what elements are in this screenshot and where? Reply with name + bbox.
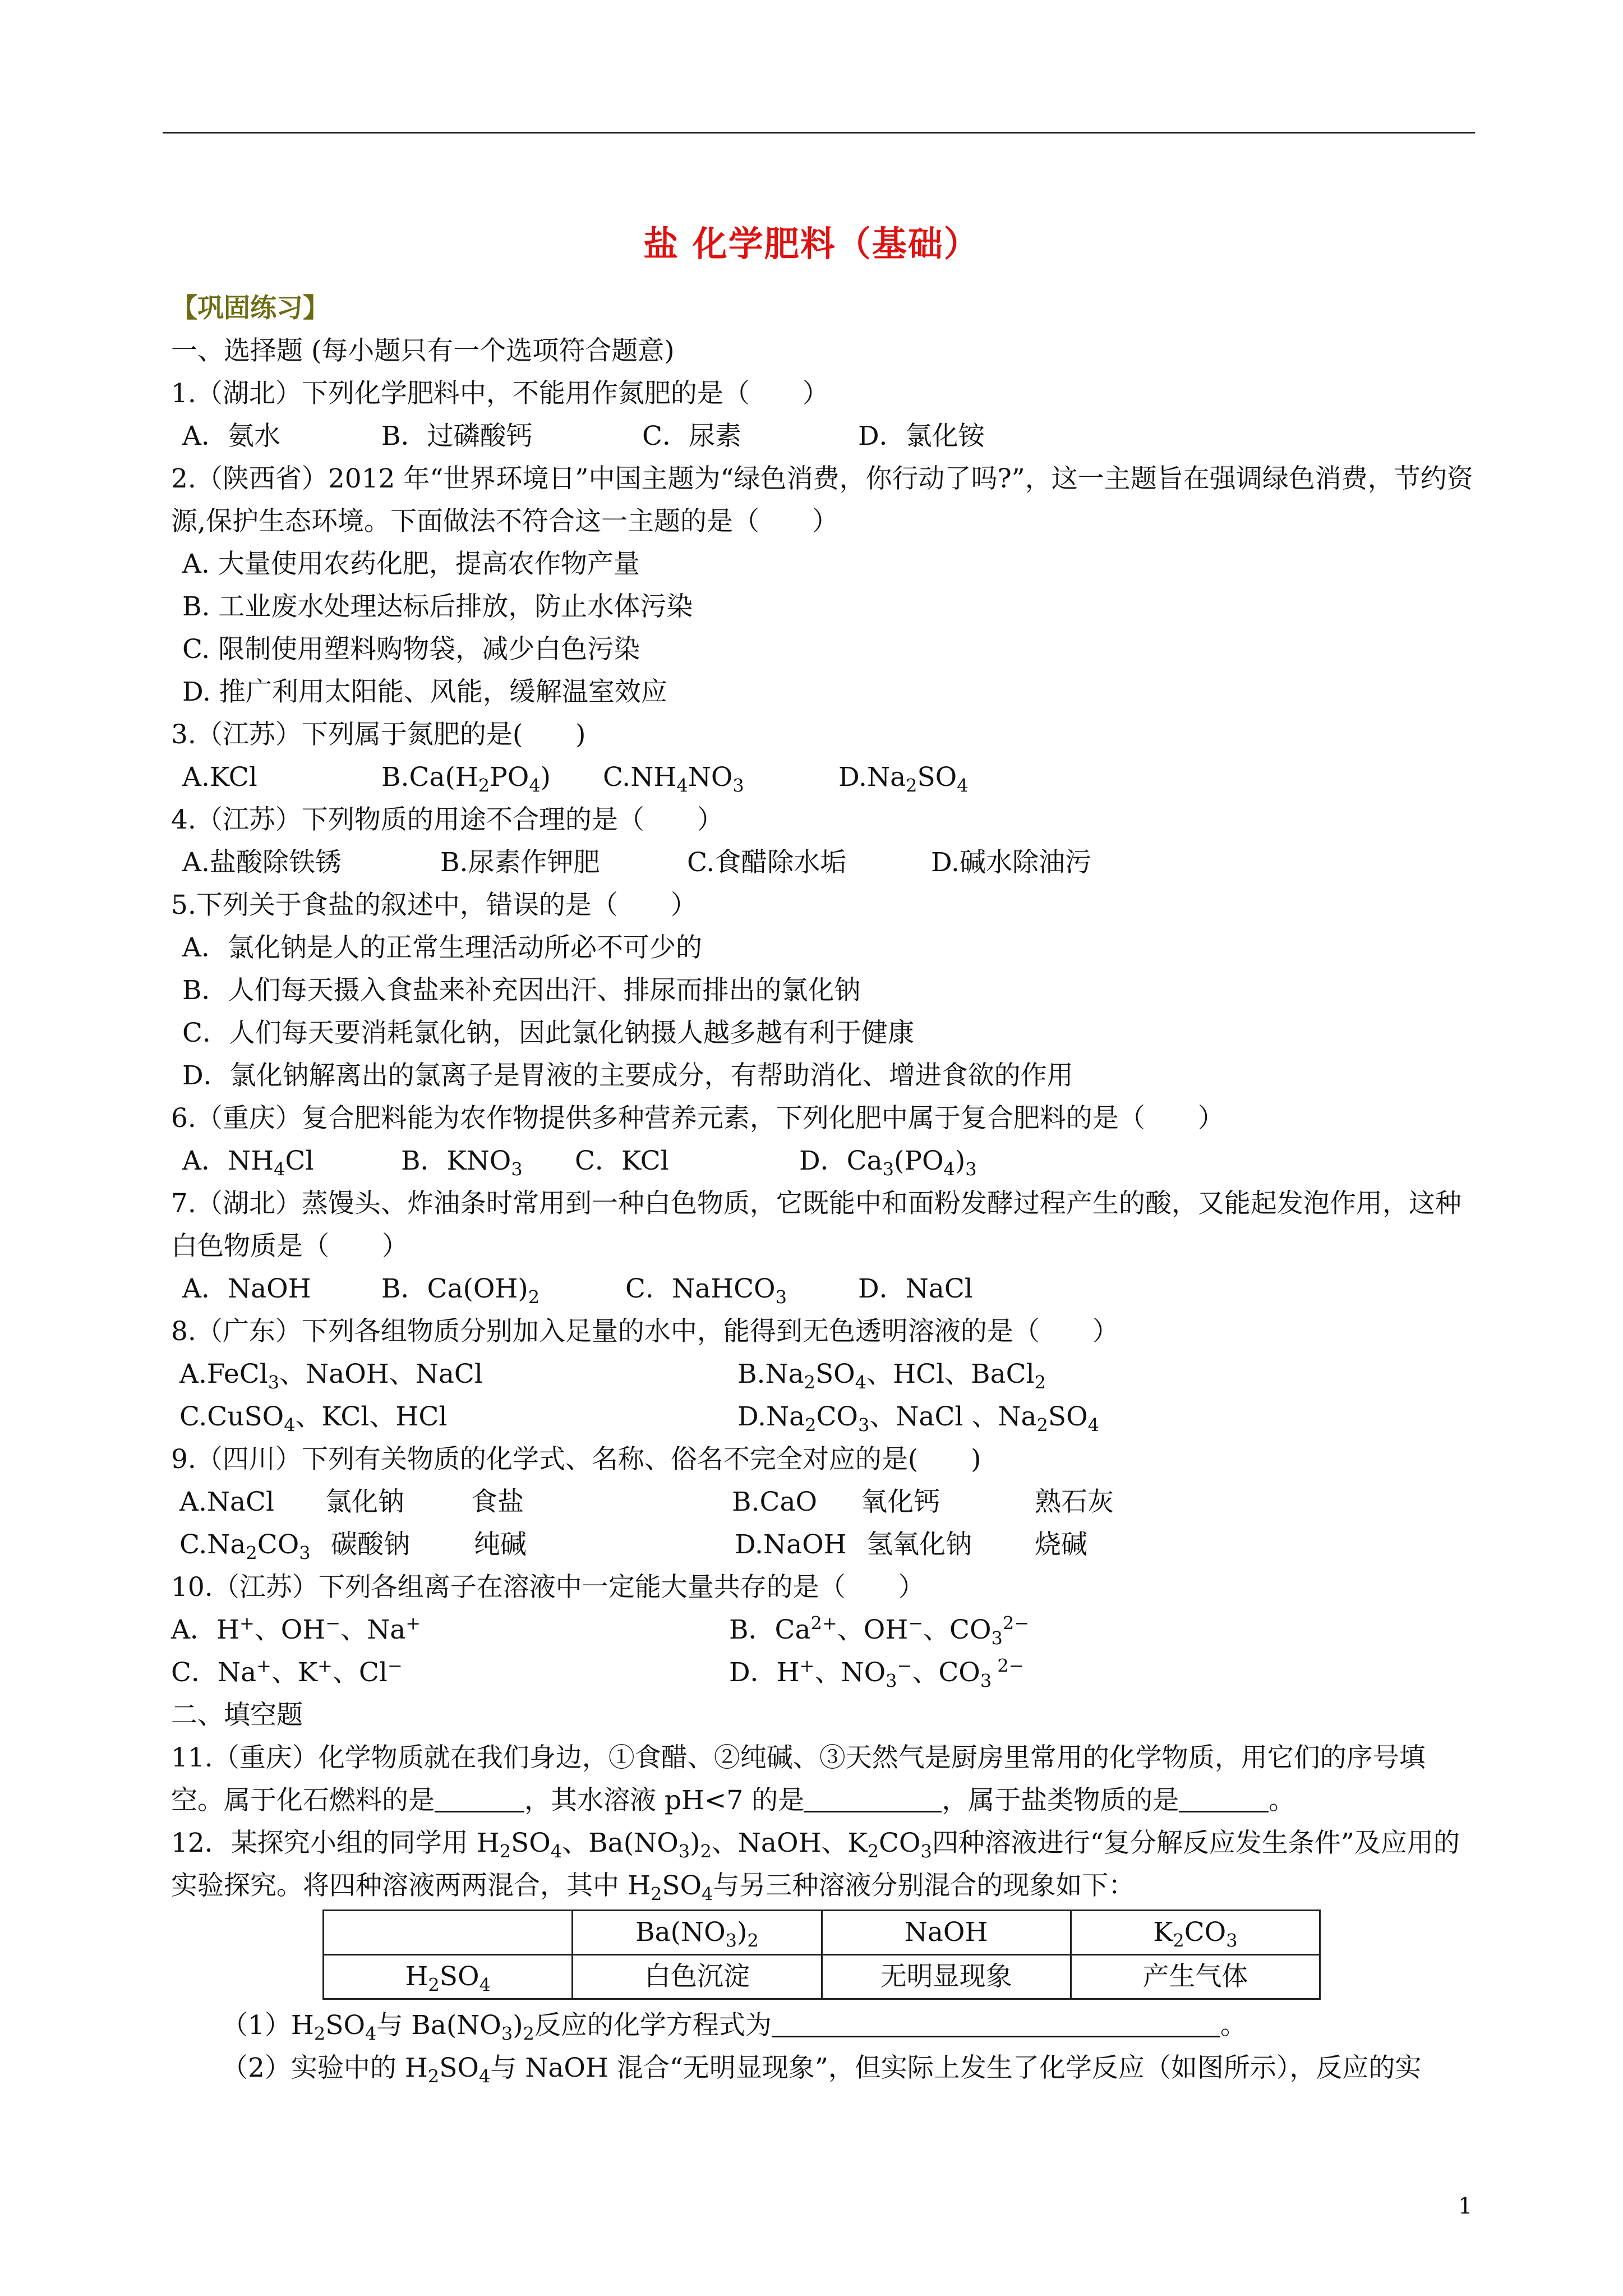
q10-options-cd	[171, 1651, 1478, 1694]
table-row	[324, 1955, 1320, 1999]
q7-option-a: A．NaOH	[182, 1273, 311, 1304]
reaction-table	[322, 1910, 1321, 2000]
q10-option-a: A．H+、OH−、Na+	[171, 1612, 421, 1645]
q9-options-ab	[171, 1481, 1478, 1524]
q9-option-d-formula: D.NaOH	[735, 1529, 847, 1560]
q4-option-c: C.食醋除水垢	[687, 847, 847, 878]
q6-option-d: D．$Ca_3(PO_4)_3$	[799, 1145, 977, 1180]
section-tag: 【巩固练习】	[171, 293, 329, 324]
q7-stem: 7.（湖北）蒸馒头、炸油条时常用到一种白色物质，它既能中和面粉发酵过程产生的酸，又能起发泡作用，这种白色物质是（ ）	[171, 1188, 1461, 1262]
q2-option-c: C. 限制使用塑料购物袋，减少白色污染	[182, 634, 640, 665]
table-header-k2co3: $K_2CO_3$	[1071, 1911, 1320, 1955]
q8-stem: 8.（广东）下列各组物质分别加入足量的水中，能得到无色透明溶液的是（ ）	[171, 1316, 1119, 1347]
q7-option-c: C．NaHCO$_3$	[625, 1273, 787, 1308]
q3-stem: 3.（江苏）下列属于氮肥的是( )	[171, 719, 586, 750]
q6-option-a: A．$NH_4Cl$	[182, 1145, 314, 1180]
q9-option-a-formula: A.NaCl	[179, 1487, 275, 1517]
q12-sub-1: $(1)H_2SO_4$与 $Ba(NO_3)_2$反应的化学方程式为 。	[171, 2004, 1478, 2047]
table-row-header-h2so4: $H_2SO_4$	[324, 1955, 573, 1999]
q9-option-c-common: 纯碱	[474, 1529, 527, 1560]
q9-options-cd	[171, 1524, 1478, 1566]
q8-option-c: C.CuSO$_4$、KCl、HCl	[179, 1401, 448, 1436]
q3-option-c: $C.NH_4NO_3$	[603, 762, 744, 797]
q7-option-d: D．NaCl	[858, 1273, 973, 1304]
q1-option-b: B．过磷酸钙	[381, 421, 533, 452]
q6-option-c: C．KCl	[575, 1145, 669, 1176]
q4-option-d: D.碱水除油污	[931, 847, 1091, 878]
q8-options-ab	[171, 1353, 1478, 1396]
q3-option-b: $B.Ca(H_2PO_4)$	[381, 762, 551, 797]
q4-option-b: B.尿素作钾肥	[440, 847, 600, 878]
q3-option-a: A.KCl	[182, 762, 257, 793]
table-row	[324, 1911, 1320, 1955]
q4-options	[171, 841, 1478, 884]
table-cell: 无明显现象	[822, 1955, 1071, 1999]
q11-blank-3[interactable]	[1179, 1782, 1269, 1812]
q5-option-a: A．氯化钠是人的正常生理活动所必不可少的	[182, 932, 702, 963]
q10-stem: 10.（江苏）下列各组离子在溶液中一定能大量共存的是（ ）	[171, 1572, 925, 1603]
q11-text: 11.（重庆）化学物质就在我们身边，①食醋、②纯碱、③天然气是厨房里常用的化学物质，用它们的序号填空。属于化石燃料的是 ，其水溶液 pH<7 的是 ，属于盐类物质的是 。	[171, 1742, 1426, 1816]
part1-heading: 一、选择题 (每小题只有一个选项符合题意)	[171, 335, 675, 366]
q6-option-b: B．$KNO_3$	[401, 1145, 523, 1180]
q12-line-2: 实验探究。将四种溶液两两混合，其中 $H_2SO_4$与另三种溶液分别混合的现象如下：	[171, 1870, 1135, 1905]
q4-option-a: A.盐酸除铁锈	[182, 847, 342, 878]
q6-stem: 6.（重庆）复合肥料能为农作物提供多种营养元素，下列化肥中属于复合肥料的是（ ）	[171, 1103, 1224, 1134]
q9-stem: 9.（四川）下列有关物质的化学式、名称、俗名不完全对应的是( )	[171, 1444, 981, 1475]
part2-heading: 二、填空题	[171, 1700, 303, 1731]
q8-option-b: $B.Na_2SO_4$、HCl、BaCl$_2$	[737, 1359, 1046, 1393]
q9-option-d-name: 氢氧化钠	[866, 1529, 972, 1560]
table-corner-cell	[324, 1911, 573, 1955]
q12-line-1: 12．某探究小组的同学用 $H_2SO_4$、$Ba(NO_3)_2$、NaOH、$K_2CO_3$四种溶液进行“复分解反应发生条件”及应用的	[171, 1828, 1460, 1862]
page-number: 1	[1458, 2193, 1473, 2219]
q9-option-c-name: 碳酸钠	[331, 1529, 410, 1560]
table-header-ba-no3: $Ba(NO_3)_2$	[573, 1911, 822, 1955]
q9-option-b-formula: B.CaO	[732, 1487, 817, 1517]
q1-option-d: D．氯化铵	[858, 421, 985, 452]
q11-blank-2[interactable]	[804, 1782, 942, 1812]
q10-option-d: D．H+、$NO_3^-$、$CO_3$ $^{2-}$	[729, 1655, 1024, 1692]
q1-stem: 1.（湖北）下列化学肥料中，不能用作氮肥的是（ ）	[171, 378, 829, 409]
q8-option-d: $D.Na_2CO_3$、NaCl 、$Na_2SO_4$	[737, 1401, 1099, 1436]
q1-options	[171, 415, 1478, 458]
q10-option-c: C．Na+、K+、Cl−	[171, 1655, 403, 1688]
q2-stem: 2.（陕西省）2012 年“世界环境日”中国主题为“绿色消费，你行动了吗?”，这一主题旨在强调绿色消费，节约资源,保护生态环境。下面做法不符合这一主题的是（ ）	[171, 463, 1473, 537]
q10-options-ab	[171, 1609, 1478, 1651]
q9-option-d-common: 烧碱	[1035, 1529, 1087, 1560]
q5-option-d: D．氯化钠解离出的氯离子是胃液的主要成分，有帮助消化、增进食欲的作用	[182, 1060, 1073, 1091]
q12-answer-blank[interactable]	[772, 2007, 1220, 2037]
q1-option-c: C．尿素	[642, 421, 741, 452]
q9-option-a-common: 食盐	[471, 1487, 524, 1517]
q5-option-c: C．人们每天要消耗氯化钠，因此氯化钠摄人越多越有利于健康	[182, 1018, 914, 1048]
table-cell: 产生气体	[1071, 1955, 1320, 1999]
q6-options	[171, 1140, 1478, 1182]
table-cell: 白色沉淀	[573, 1955, 822, 1999]
q9-option-b-common: 熟石灰	[1035, 1487, 1114, 1517]
q3-option-d: $D.Na_2SO_4$	[838, 762, 969, 797]
q5-option-b: B．人们每天摄入食盐来补充因出汗、排尿而排出的氯化钠	[182, 975, 861, 1006]
q8-option-a: A.FeCl$_3$、NaOH、NaCl	[179, 1359, 483, 1393]
document-body	[171, 287, 1478, 2090]
q4-stem: 4.（江苏）下列物质的用途不合理的是（ ）	[171, 804, 723, 835]
q11-blank-1[interactable]	[435, 1782, 524, 1812]
q9-option-a-name: 氯化钠	[325, 1487, 404, 1517]
q9-option-c-formula: $C.Na_2CO_3$	[179, 1529, 311, 1564]
page-title: 盐 化学肥料（基础）	[643, 223, 980, 264]
q12-sub-2: （2）实验中的 $H_2SO_4$与 NaOH 混合“无明显现象”，但实际上发生了化学反应（如图所示），反应的实	[222, 2053, 1422, 2087]
q2-option-b: B. 工业废水处理达标后排放，防止水体污染	[182, 591, 693, 622]
q1-option-a: A．氨水	[182, 421, 280, 452]
header-rule	[163, 132, 1475, 134]
q2-option-a: A. 大量使用农药化肥，提高农作物产量	[182, 549, 640, 579]
q2-option-d: D. 推广利用太阳能、风能，缓解温室效应	[182, 677, 667, 707]
q7-option-b: B．$Ca(OH)_2$	[381, 1273, 540, 1308]
q3-options	[171, 756, 1478, 799]
q10-option-b: B．$Ca^{2+}$、OH−、$CO_3^{2-}$	[729, 1612, 1030, 1649]
q5-stem: 5.下列关于食盐的叙述中，错误的是（ ）	[171, 890, 697, 921]
q8-options-cd	[171, 1396, 1478, 1438]
q9-option-b-name: 氧化钙	[861, 1487, 940, 1517]
q7-options	[171, 1268, 1478, 1310]
table-header-naoh: NaOH	[822, 1911, 1071, 1955]
